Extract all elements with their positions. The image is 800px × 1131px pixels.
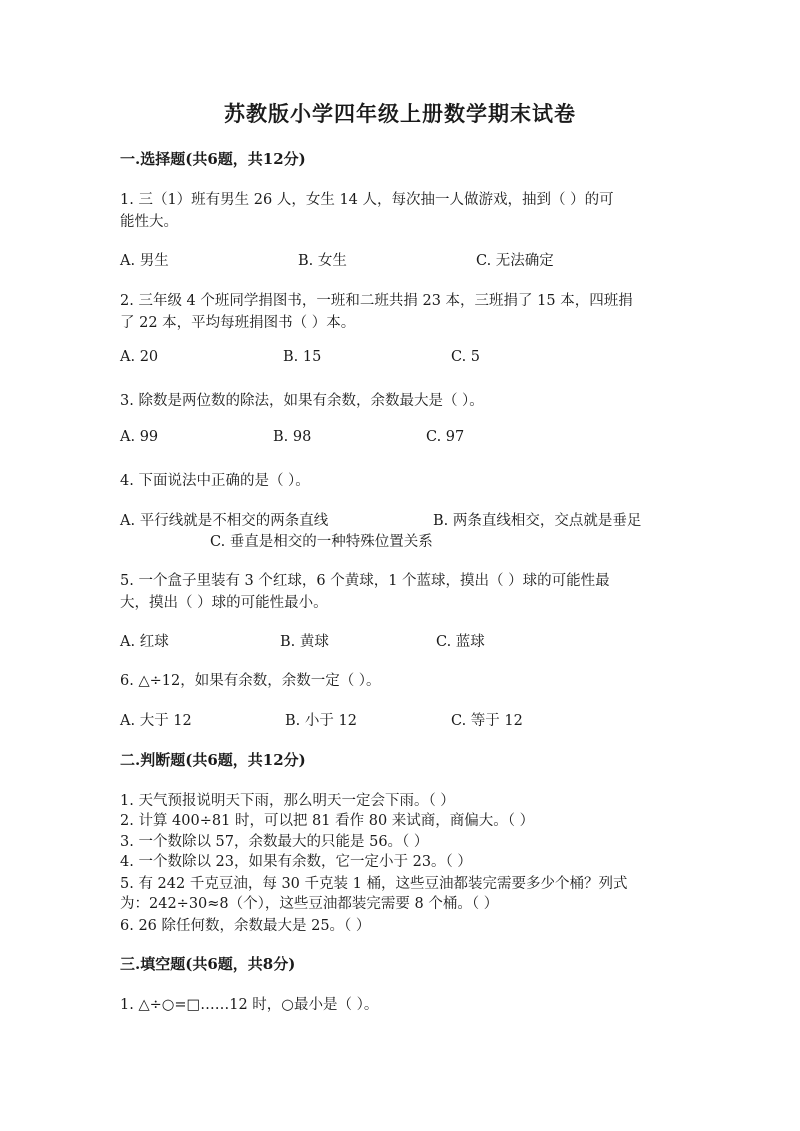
question-text: 1. 三（1）班有男生 26 人，女生 14 人，每次抽一人做游戏，抽到（ ）的可 [120,192,614,208]
judgement-item: 4. 一个数除以 23，如果有余数，它一定小于 23。（ ） [120,854,472,870]
option-a: A. 平行线就是不相交的两条直线 [120,513,329,529]
option-c: C. 97 [426,429,465,445]
option-b: B. 两条直线相交，交点就是垂足 [433,513,642,529]
option-a: A. 红球 [120,634,169,650]
option-b: B. 15 [283,349,322,365]
option-a: A. 20 [120,349,159,365]
question-text: 4. 下面说法中正确的是（ ）。 [120,473,310,489]
option-c: C. 无法确定 [476,253,554,269]
judgement-item: 1. 天气预报说明天下雨，那么明天一定会下雨。（ ） [120,793,455,809]
judgement-item: 3. 一个数除以 57，余数最大的只能是 56。（ ） [120,834,429,850]
option-c: C. 5 [451,349,481,365]
section-heading-choice: 一.选择题(共6题，共12分) [120,150,306,168]
option-a: A. 男生 [120,253,169,269]
option-c: C. 蓝球 [436,634,485,650]
page-title: 苏教版小学四年级上册数学期末试卷 [224,101,576,126]
question-text: 了 22 本，平均每班捐图书（ ）本。 [120,315,356,331]
question-text: 6. △÷12，如果有余数，余数一定（ ）。 [120,673,381,689]
option-b: B. 女生 [298,253,347,269]
section-heading-judgement: 二.判断题(共6题，共12分) [120,751,306,769]
option-a: A. 大于 12 [120,713,192,729]
option-b: B. 98 [273,429,312,445]
question-text: 3. 除数是两位数的除法，如果有余数，余数最大是（ ）。 [120,393,484,409]
section-heading-fill: 三.填空题(共6题，共8分) [120,955,296,973]
option-c: C. 等于 12 [451,713,523,729]
option-b: B. 小于 12 [285,713,357,729]
question-text: 5. 一个盒子里装有 3 个红球，6 个黄球，1 个蓝球，摸出（ ）球的可能性最 [120,573,610,589]
judgement-item: 6. 26 除任何数，余数最大是 25。（ ） [120,918,371,934]
question-text: 大，摸出（ ）球的可能性最小。 [120,595,328,611]
judgement-item: 为：242÷30≈8（个），这些豆油都装完需要 8 个桶。（ ） [120,896,499,912]
option-b: B. 黄球 [280,634,329,650]
option-a: A. 99 [120,429,159,445]
fill-item: 1. △÷○=□……12 时，○最小是（ ）。 [120,997,379,1013]
question-text: 2. 三年级 4 个班同学捐图书，一班和二班共捐 23 本，三班捐了 15 本，四班捐 [120,293,633,309]
question-text: 能性大。 [120,214,178,230]
judgement-item: 5. 有 242 千克豆油，每 30 千克装 1 桶，这些豆油都装完需要多少个桶？列式 [120,876,628,892]
judgement-item: 2. 计算 400÷81 时，可以把 81 看作 80 来试商，商偏大。（ ） [120,813,535,829]
option-c: C. 垂直是相交的一种特殊位置关系 [210,534,433,550]
